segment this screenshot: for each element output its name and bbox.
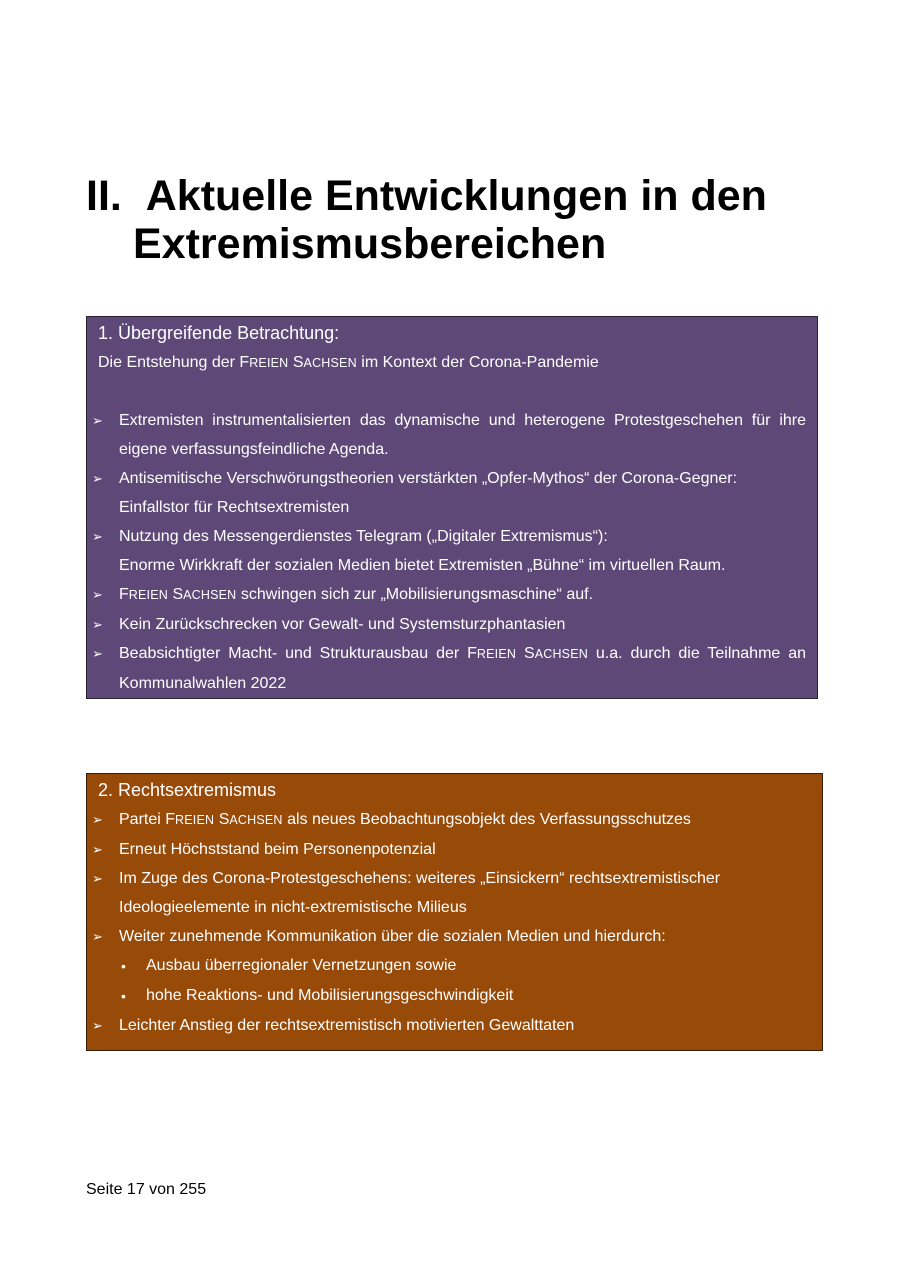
arrow-bullet-icon: ➢ [92,587,103,602]
overview-list [87,406,806,698]
list-item: ➢ Leichter Anstieg der rechtsextremistisch motivierten Gewalttaten [87,1011,811,1040]
page-footer: Seite 17 von 255 [86,1181,207,1198]
section-heading [86,172,893,268]
overview-box [86,316,818,699]
sub-list-item: • Ausbau überregionaler Vernetzungen sowie [119,951,811,981]
heading-text: Aktuelle Entwicklungen in den Extremismusbereichen [133,172,767,268]
arrow-bullet-icon: ➢ [92,471,103,486]
arrow-bullet-icon: ➢ [92,929,103,944]
sub-list-item: • hohe Reaktions- und Mobilisierungsgeschwindigkeit [119,981,811,1011]
right-wing-list [87,805,811,1040]
overview-box-title: 1. Übergreifende Betrachtung: [98,323,340,343]
arrow-bullet-icon: ➢ [92,617,103,632]
arrow-bullet-icon: ➢ [92,812,103,827]
dot-bullet-icon: • [121,988,126,1004]
arrow-bullet-icon: ➢ [92,529,103,544]
heading-number: II. [86,172,122,220]
arrow-bullet-icon: ➢ [92,871,103,886]
overview-box-subtitle: Die Entstehung der FREIEN SACHSEN im Kontext der Corona-Pandemie [98,354,599,371]
list-item: ➢ Im Zuge des Corona-Protestgeschehens: weiteres „Einsickern“ rechtsextremistischer Ideologieelemente in nicht-extremistische Milieus [87,864,811,922]
list-item: ➢ Antisemitische Verschwörungstheorien verstärkten „Opfer-Mythos“ der Corona-Gegner: Einfallstor für Rechtsextremisten [87,464,806,522]
arrow-bullet-icon: ➢ [92,646,103,661]
list-item: ➢ Erneut Höchststand beim Personenpotenzial [87,835,811,864]
arrow-bullet-icon: ➢ [92,413,103,428]
right-wing-box [86,773,823,1051]
sub-list [119,951,811,1011]
list-item: ➢ Beabsichtigter Macht- und Strukturausbau der FREIEN SACHSEN u.a. durch die Teilnahme an Kommunalwahlen 2022 [87,639,806,698]
list-item: ➢ Kein Zurückschrecken vor Gewalt- und Systemsturzphantasien [87,610,806,639]
list-item: ➢ Extremisten instrumentalisierten das dynamische und heterogene Protestgeschehen für ihre eigene verfassungsfeindliche Agenda. [87,406,806,464]
arrow-bullet-icon: ➢ [92,1018,103,1033]
list-item: ➢ Partei FREIEN SACHSEN als neues Beobachtungsobjekt des Verfassungsschutzes [87,805,811,835]
right-wing-box-title: 2. Rechtsextremismus [98,780,277,800]
list-item: ➢ Weiter zunehmende Kommunikation über die sozialen Medien und hierdurch: • Ausbau überregionaler Vernetzungen sowie • hohe Reaktions- und Mobilisierungsgeschwindigkeit [87,922,811,1011]
arrow-bullet-icon: ➢ [92,842,103,857]
dot-bullet-icon: • [121,958,126,974]
list-item: ➢ Nutzung des Messengerdienstes Telegram („Digitaler Extremismus“): Enorme Wirkkraft der sozialen Medien bietet Extremisten „Bühne“ im virtuellen Raum. [87,522,806,580]
list-item: ➢ FREIEN SACHSEN schwingen sich zur „Mobilisierungsmaschine“ auf. [87,580,806,610]
